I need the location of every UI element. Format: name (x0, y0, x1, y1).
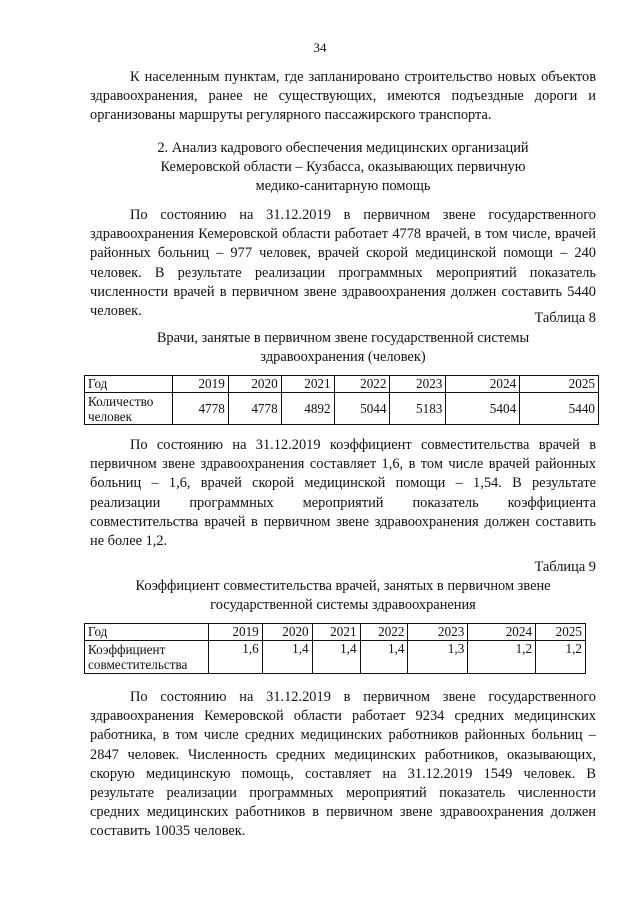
section-heading-line3: медико-санитарную помощь (255, 178, 431, 194)
table9-row-label-line1: Коэффициент (88, 642, 166, 657)
table9-header-row (85, 624, 586, 641)
table8-value-cell: 4778 (228, 393, 281, 425)
table8 (84, 375, 599, 425)
table8-value-cell: 5183 (390, 393, 446, 425)
table8-label: Таблица 8 (534, 310, 596, 326)
table9-value-cell: 1,2 (536, 641, 586, 674)
page-number: 34 (313, 40, 327, 55)
table9-title (80, 577, 606, 615)
table9-data-row (85, 641, 586, 674)
intro-paragraph: К населенным пунктам, где запланировано строительство новых объектов здравоохранения, ранее не существующих, имеются подъездные дороги и организованы маршруты регулярного пассажирского транспорта. (90, 69, 596, 124)
table8-header-cell: 2020 (228, 376, 281, 393)
section-heading (80, 139, 606, 196)
table8-value-cell: 4892 (281, 393, 334, 425)
table8-row-label (85, 393, 173, 425)
table9-value-cell: 1,4 (312, 641, 360, 674)
table9-header-cell: 2022 (360, 624, 408, 641)
table8-value-cell: 5440 (520, 393, 599, 425)
table8-header-cell: Год (85, 376, 173, 393)
table8-value-cell: 5404 (446, 393, 520, 425)
table8-data-row (85, 393, 599, 425)
table9-header-cell: 2021 (312, 624, 360, 641)
table9-value-cell: 1,3 (408, 641, 468, 674)
table9-value-cell: 1,4 (262, 641, 312, 674)
table8-title (80, 329, 606, 367)
table9-value-cell: 1,2 (468, 641, 536, 674)
nurses-paragraph: По состоянию на 31.12.2019 в первичном звене государственного здравоохранения Кемеровской области работает 9234 средних медицинских работника, в том числе средних медицинских работников районных больниц – 2847 человек. Численность средних медицинских работников, оказывающих, скорую медицинскую помощь, составляет на 31.12.2019 1549 человек. В результате реализации программных мероприятий показатель численности средних медицинских работников в первичном звене здравоохранения должен составить 10035 человек. (90, 689, 596, 840)
table8-row-label-line2: человек (88, 408, 133, 424)
table9-title-line2: государственной системы здравоохранения (210, 597, 476, 613)
coefficient-paragraph: По состоянию на 31.12.2019 коэффициент совместительства врачей в первичном звене здравоохранения составляет 1,6, в том числе врачей районных больниц – 1,6, врачей скорой медицинской помощи – 1,54. В результате реализации программных мероприятий показатель коэффициента совместительства врачей в первичном звене здравоохранения должен составить не более 1,2. (90, 437, 596, 550)
table9-header-cell: 2019 (208, 624, 262, 641)
table9-row-label-line2: совместительства (88, 657, 188, 672)
table9-header-cell: 2023 (408, 624, 468, 641)
table9-value-cell: 1,4 (360, 641, 408, 674)
table9-header-cell: Год (85, 624, 209, 641)
table9-label: Таблица 9 (534, 559, 596, 575)
table9-row-label (85, 641, 209, 674)
table9-header-cell: 2024 (468, 624, 536, 641)
table8-row-label-line1: Количество (88, 393, 154, 409)
section-heading-line2: Кемеровской области – Кузбасса, оказывающих первичную (160, 159, 526, 175)
table8-header-cell: 2019 (172, 376, 228, 393)
table8-header-cell: 2022 (334, 376, 390, 393)
table8-value-cell: 4778 (172, 393, 228, 425)
section-heading-line1: 2. Анализ кадрового обеспечения медицинских организаций (157, 140, 529, 156)
table8-header-cell: 2025 (520, 376, 599, 393)
table9-title-line1: Коэффициент совместительства врачей, занятых в первичном звене (135, 578, 551, 594)
table8-title-line2: здравоохранения (человек) (260, 349, 426, 365)
table9-header-cell: 2020 (262, 624, 312, 641)
table9 (84, 623, 586, 674)
table8-header-cell: 2021 (281, 376, 334, 393)
table8-header-row (85, 376, 599, 393)
doctors-paragraph: По состоянию на 31.12.2019 в первичном звене государственного здравоохранения Кемеровской области работает 4778 врачей, в том числе, врачей районных больниц – 977 человек, врачей скорой медицинской помощи – 240 человек. В результате реализации программных мероприятий показатель численности врачей в первичном звене здравоохранения должен составить 5440 человек. (90, 207, 596, 320)
table9-header-cell: 2025 (536, 624, 586, 641)
table8-title-line1: Врачи, занятые в первичном звене государственной системы (156, 330, 530, 346)
table8-header-cell: 2024 (446, 376, 520, 393)
table8-value-cell: 5044 (334, 393, 390, 425)
table8-header-cell: 2023 (390, 376, 446, 393)
table9-value-cell: 1,6 (208, 641, 262, 674)
